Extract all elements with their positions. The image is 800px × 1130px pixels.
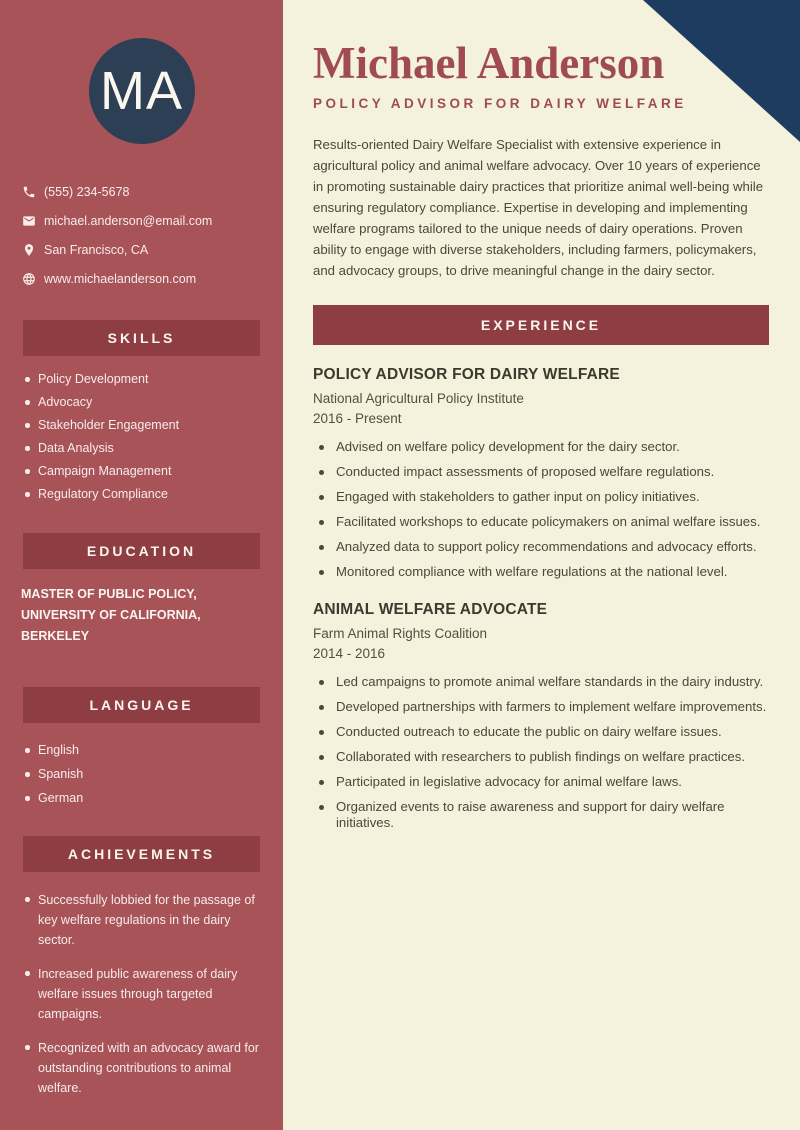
job-title: POLICY ADVISOR FOR DAIRY WELFARE (313, 366, 620, 384)
avatar-initials: MA (100, 61, 183, 121)
job-dates: 2016 - Present (313, 411, 402, 427)
language-item: German (25, 791, 259, 806)
skill-item: Regulatory Compliance (25, 487, 259, 502)
education-degree: MASTER OF PUBLIC POLICY, UNIVERSITY OF CALIFORNIA, BERKELEY (21, 587, 201, 643)
job-bullet: Monitored compliance with welfare regulations at the national level. (319, 564, 769, 580)
skill-item: Campaign Management (25, 464, 259, 479)
globe-icon (22, 272, 36, 286)
page-title: Michael Anderson (313, 38, 665, 88)
education-title: EDUCATION (86, 543, 197, 559)
job-entry (313, 601, 769, 831)
skills-list (0, 372, 283, 502)
sidebar (0, 0, 283, 1130)
job-bullet: Led campaigns to promote animal welfare standards in the dairy industry. (319, 674, 769, 690)
role-subtitle: POLICY ADVISOR FOR DAIRY WELFARE (313, 96, 687, 112)
achievement-item: Recognized with an advocacy award for outstanding contributions to animal welfare. (25, 1038, 259, 1098)
experience-title: EXPERIENCE (480, 317, 602, 334)
achievements-list (0, 890, 283, 1098)
language-title: LANGUAGE (89, 697, 194, 713)
job-bullet-list (313, 439, 769, 580)
achievement-item: Successfully lobbied for the passage of key welfare regulations in the dairy sector. (25, 890, 259, 950)
skills-title: SKILLS (107, 330, 176, 346)
contact-email (0, 206, 283, 235)
job-bullet: Advised on welfare policy development for the dairy sector. (319, 439, 769, 455)
achievements-section-header (23, 836, 260, 872)
job-bullet: Developed partnerships with farmers to implement welfare improvements. (319, 699, 769, 715)
language-list (0, 743, 283, 806)
job-company: Farm Animal Rights Coalition (313, 626, 488, 642)
job-company: National Agricultural Policy Institute (313, 391, 524, 407)
job-bullet: Facilitated workshops to educate policymakers on animal welfare issues. (319, 514, 769, 530)
job-title: ANIMAL WELFARE ADVOCATE (313, 601, 548, 619)
email-icon (22, 214, 36, 228)
experience-section-header (313, 305, 769, 345)
language-item: Spanish (25, 767, 259, 782)
contact-website (0, 264, 283, 293)
job-bullet: Analyzed data to support policy recommendations and advocacy efforts. (319, 539, 769, 555)
skill-item: Policy Development (25, 372, 259, 387)
skill-item: Stakeholder Engagement (25, 418, 259, 433)
location-icon (22, 243, 36, 257)
education-section-header (23, 533, 260, 569)
summary-paragraph: Results-oriented Dairy Welfare Specialist with extensive experience in agricultural policy and animal welfare advocacy. Over 10 years of experience in promoting sustainable dairy practices that prioritize animal well-being while ensuring regulatory compliance. Expertise in developing and implementing welfare programs tailored to the unique needs of dairy operations. Proven ability to engage with diverse stakeholders, including farmers, policymakers, and advocacy groups, to drive meaningful change in the dairy sector. (313, 137, 764, 279)
contact-email-text: michael.anderson@email.com (44, 213, 213, 228)
skills-section-header (23, 320, 260, 356)
job-bullet: Participated in legislative advocacy for animal welfare laws. (319, 774, 769, 790)
achievement-item: Increased public awareness of dairy welfare issues through targeted campaigns. (25, 964, 259, 1024)
job-bullet: Engaged with stakeholders to gather input on policy initiatives. (319, 489, 769, 505)
contact-phone (0, 177, 283, 206)
job-bullet-list (313, 674, 769, 831)
achievements-title: ACHIEVEMENTS (67, 846, 216, 862)
contact-location (0, 235, 283, 264)
main-content (283, 0, 800, 1130)
job-bullet: Collaborated with researchers to publish findings on welfare practices. (319, 749, 769, 765)
job-bullet: Conducted outreach to educate the public on dairy welfare issues. (319, 724, 769, 740)
skill-item: Data Analysis (25, 441, 259, 456)
skill-item: Advocacy (25, 395, 259, 410)
contact-phone-text: (555) 234-5678 (44, 184, 130, 199)
job-bullet: Conducted impact assessments of proposed welfare regulations. (319, 464, 769, 480)
contact-location-text: San Francisco, CA (44, 242, 149, 257)
job-entry (313, 366, 769, 580)
contact-section (0, 177, 283, 293)
language-section-header (23, 687, 260, 723)
job-dates: 2014 - 2016 (313, 646, 386, 662)
phone-icon (22, 185, 36, 199)
language-item: English (25, 743, 259, 758)
contact-website-text: www.michaelanderson.com (44, 271, 197, 286)
avatar (89, 38, 195, 144)
job-bullet: Organized events to raise awareness and support for dairy welfare initiatives. (319, 799, 769, 831)
